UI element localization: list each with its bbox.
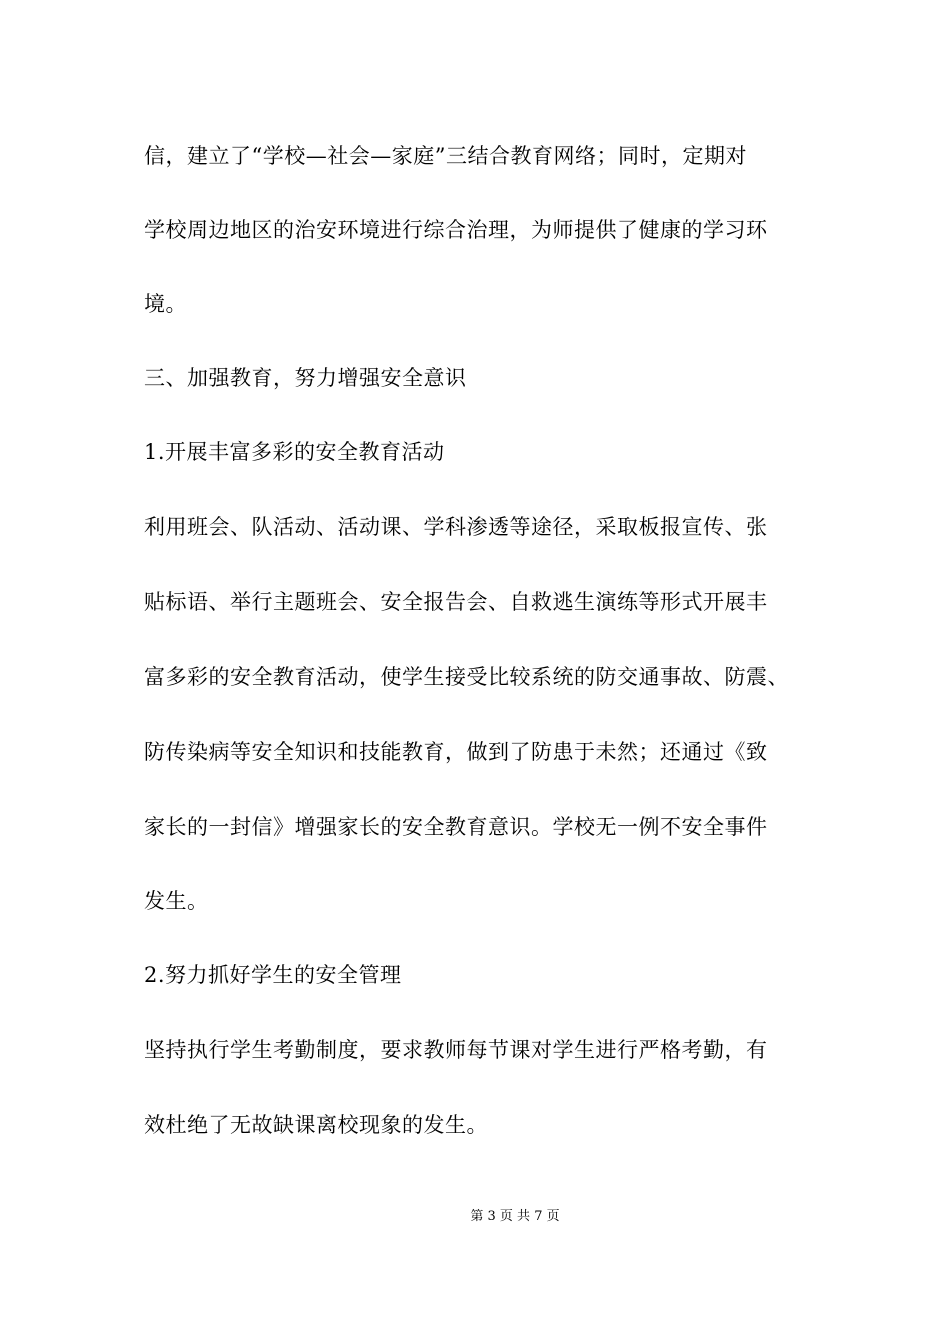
paragraph-line: 效杜绝了无故缺课离校现象的发生。 [144, 1113, 488, 1137]
subsection-heading: 1.开展丰富多彩的安全教育活动 [144, 440, 445, 464]
section-heading: 三、加强教育，努力增强安全意识 [144, 366, 467, 390]
paragraph-line: 家长的一封信》增强家长的安全教育意识。学校无一例不安全事件 [144, 815, 768, 839]
paragraph-line: 境。 [144, 292, 187, 316]
paragraph-line: 防传染病等安全知识和技能教育，做到了防患于未然；还通过《致 [144, 740, 768, 764]
paragraph-line: 学校周边地区的治安环境进行综合治理，为师提供了健康的学习环 [144, 218, 768, 242]
page-number-footer: 第 3 页 共 7 页 [470, 1209, 560, 1224]
paragraph-line: 信，建立了“学校—社会—家庭”三结合教育网络；同时，定期对 [144, 144, 747, 168]
paragraph-line: 富多彩的安全教育活动，使学生接受比较系统的防交通事故、防震、 [144, 665, 789, 689]
paragraph-line: 坚持执行学生考勤制度，要求教师每节课对学生进行严格考勤，有 [144, 1038, 768, 1062]
paragraph-line: 利用班会、队活动、活动课、学科渗透等途径，采取板报宣传、张 [144, 515, 768, 539]
paragraph-line: 贴标语、举行主题班会、安全报告会、自救逃生演练等形式开展丰 [144, 590, 768, 614]
subsection-heading: 2.努力抓好学生的安全管理 [144, 963, 402, 987]
paragraph-line: 发生。 [144, 889, 209, 913]
